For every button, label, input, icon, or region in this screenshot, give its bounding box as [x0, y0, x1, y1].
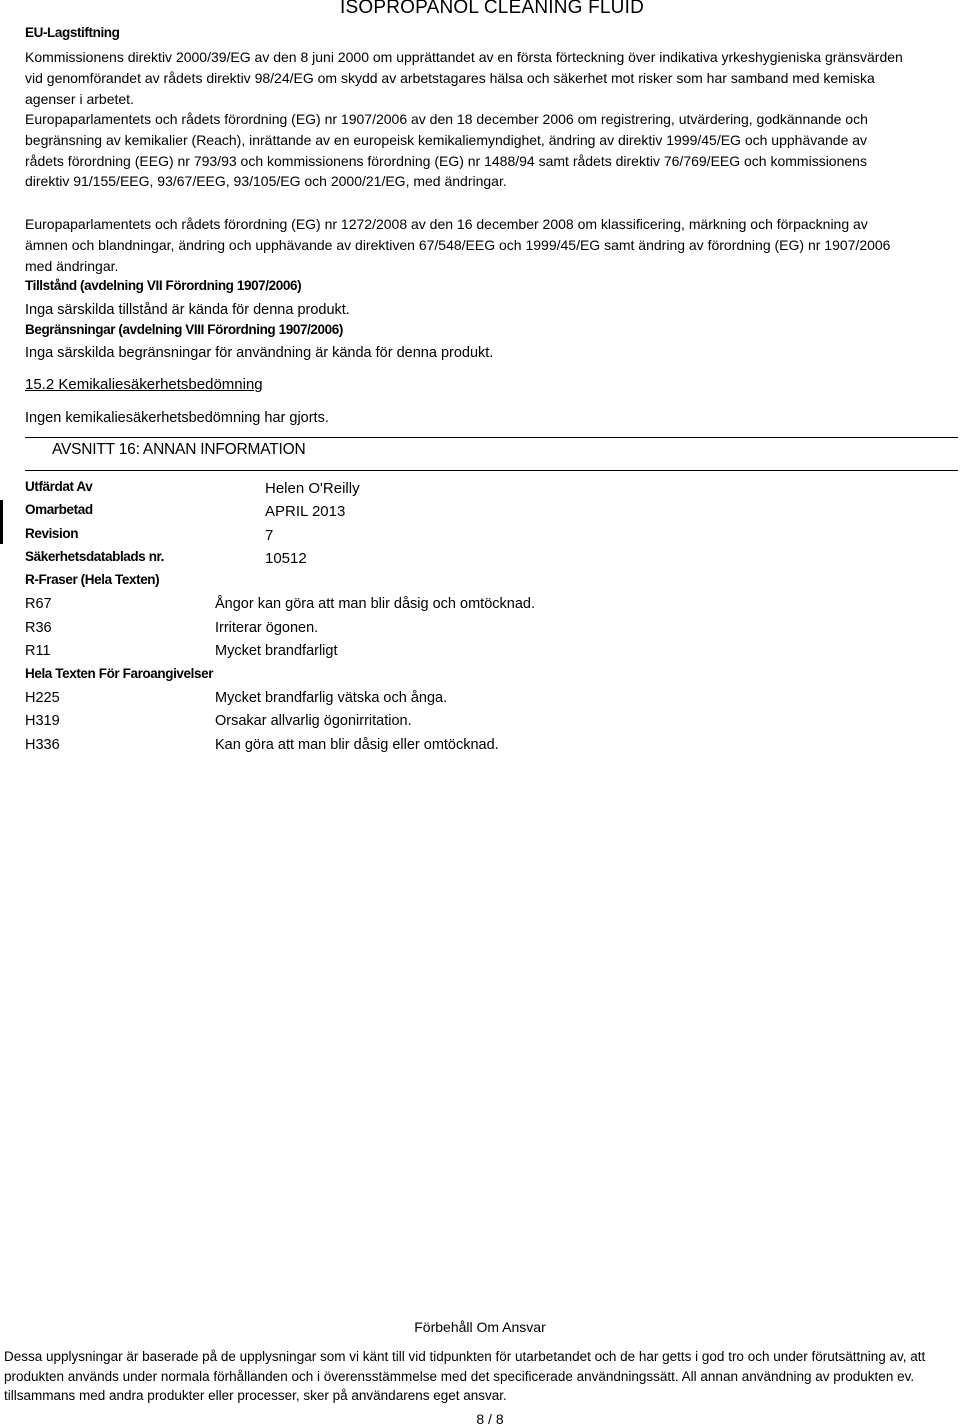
h-phrase-text: Mycket brandfarlig vätska och ånga.	[215, 690, 448, 706]
section-label: EU-Lagstiftning	[25, 25, 120, 40]
section16-top-rule	[25, 437, 958, 438]
h-phrase-text: Kan göra att man blir dåsig eller omtöcknad.	[215, 737, 499, 753]
revised-label: Omarbetad	[25, 502, 93, 517]
authorisation-heading: Tillstånd (avdelning VII Förordning 1907/2006)	[25, 278, 302, 293]
h-phrase-code: H225	[25, 690, 60, 706]
revision-marker-bar	[0, 500, 3, 544]
regulation-paragraph-3: Europaparlamentets och rådets förordning (EG) nr 1272/2008 av den 16 december 2008 om klassificering, märkning och förpackning av ämnen och blandningar, ändring och upphävande av direktiven 67/548/EEG och 1999/45/EG samt ändring av förordning (EG) nr 1907/2006 med ändringar.	[25, 216, 891, 274]
sds-number-value: 10512	[265, 550, 307, 567]
csa-heading: 15.2 Kemikaliesäkerhetsbedömning	[25, 376, 263, 393]
r-phrase-text: Irriterar ögonen.	[215, 620, 319, 636]
section16-title: AVSNITT 16: ANNAN INFORMATION	[52, 441, 306, 458]
h-phrase-code: H319	[25, 713, 60, 729]
r-phrases-heading: R-Fraser (Hela Texten)	[25, 572, 160, 587]
product-title: ISOPROPANOL CLEANING FLUID	[340, 0, 644, 18]
r-phrase-code: R67	[25, 596, 52, 612]
r-phrase-code: R36	[25, 620, 52, 636]
r-phrase-text: Mycket brandfarligt	[215, 643, 338, 659]
authorisation-text: Inga särskilda tillstånd är kända för denna produkt.	[25, 302, 350, 318]
h-phrase-code: H336	[25, 737, 60, 753]
disclaimer-text: Dessa upplysningar är baserade på de upplysningar som vi känt till vid tidpunkten för utarbetandet och de har getts i god tro och under förutsättning av, att produkten används under normala förhållanden och i överensstämmelse med det specificerade användningssätt. All annan användning av produkten ev. tillsammans med andra produkter eller processer, sker på användarens eget ansvar.	[4, 1349, 926, 1403]
sds-number-label: Säkerhetsdatablads nr.	[25, 549, 165, 564]
restrictions-heading: Begränsningar (avdelning VIII Förordning 1907/2006)	[25, 322, 343, 337]
section16-bottom-rule	[25, 470, 958, 471]
issued-by-value: Helen O'Reilly	[265, 480, 360, 497]
restrictions-text: Inga särskilda begränsningar för användning är kända för denna produkt.	[25, 345, 494, 361]
page-number: 8 / 8	[476, 1411, 504, 1427]
csa-text: Ingen kemikaliesäkerhetsbedömning har gjorts.	[25, 410, 329, 426]
regulation-paragraph-2: Europaparlamentets och rådets förordning (EG) nr 1907/2006 av den 18 december 2006 om registrering, utvärdering, godkännande och begränsning av kemikalier (Reach), inrättande av en europeisk kemikaliemyndighet, ändring av direktiv 1999/45/EG och upphävande av rådets förordning (EEG) nr 793/93 och kommissionens förordning (EG) nr 1488/94 samt rådets direktiv 76/769/EEG och kommissionens direktiv 91/155/EEG, 93/67/EEG, 93/105/EG och 2000/21/EG, med ändringar.	[25, 111, 868, 190]
r-phrase-text: Ångor kan göra att man blir dåsig och omtöcknad.	[215, 596, 535, 612]
r-phrase-code: R11	[25, 643, 51, 659]
revision-value: 7	[265, 527, 274, 544]
h-phrases-heading: Hela Texten För Faroangivelser	[25, 666, 214, 681]
revised-value: APRIL 2013	[265, 503, 346, 520]
revision-label: Revision	[25, 526, 79, 541]
disclaimer-title: Förbehåll Om Ansvar	[414, 1319, 546, 1335]
issued-by-label: Utfärdat Av	[25, 479, 93, 494]
h-phrase-text: Orsakar allvarlig ögonirritation.	[215, 713, 412, 729]
regulation-paragraph-1: Kommissionens direktiv 2000/39/EG av den 8 juni 2000 om upprättandet av en första förteckning över indikativa yrkeshygieniska gränsvärden vid genomförandet av rådets direktiv 98/24/EG om skydd av arbetstagares hälsa och säkerhet mot risker som har samband med kemiska agenser i arbetet.	[25, 49, 903, 107]
